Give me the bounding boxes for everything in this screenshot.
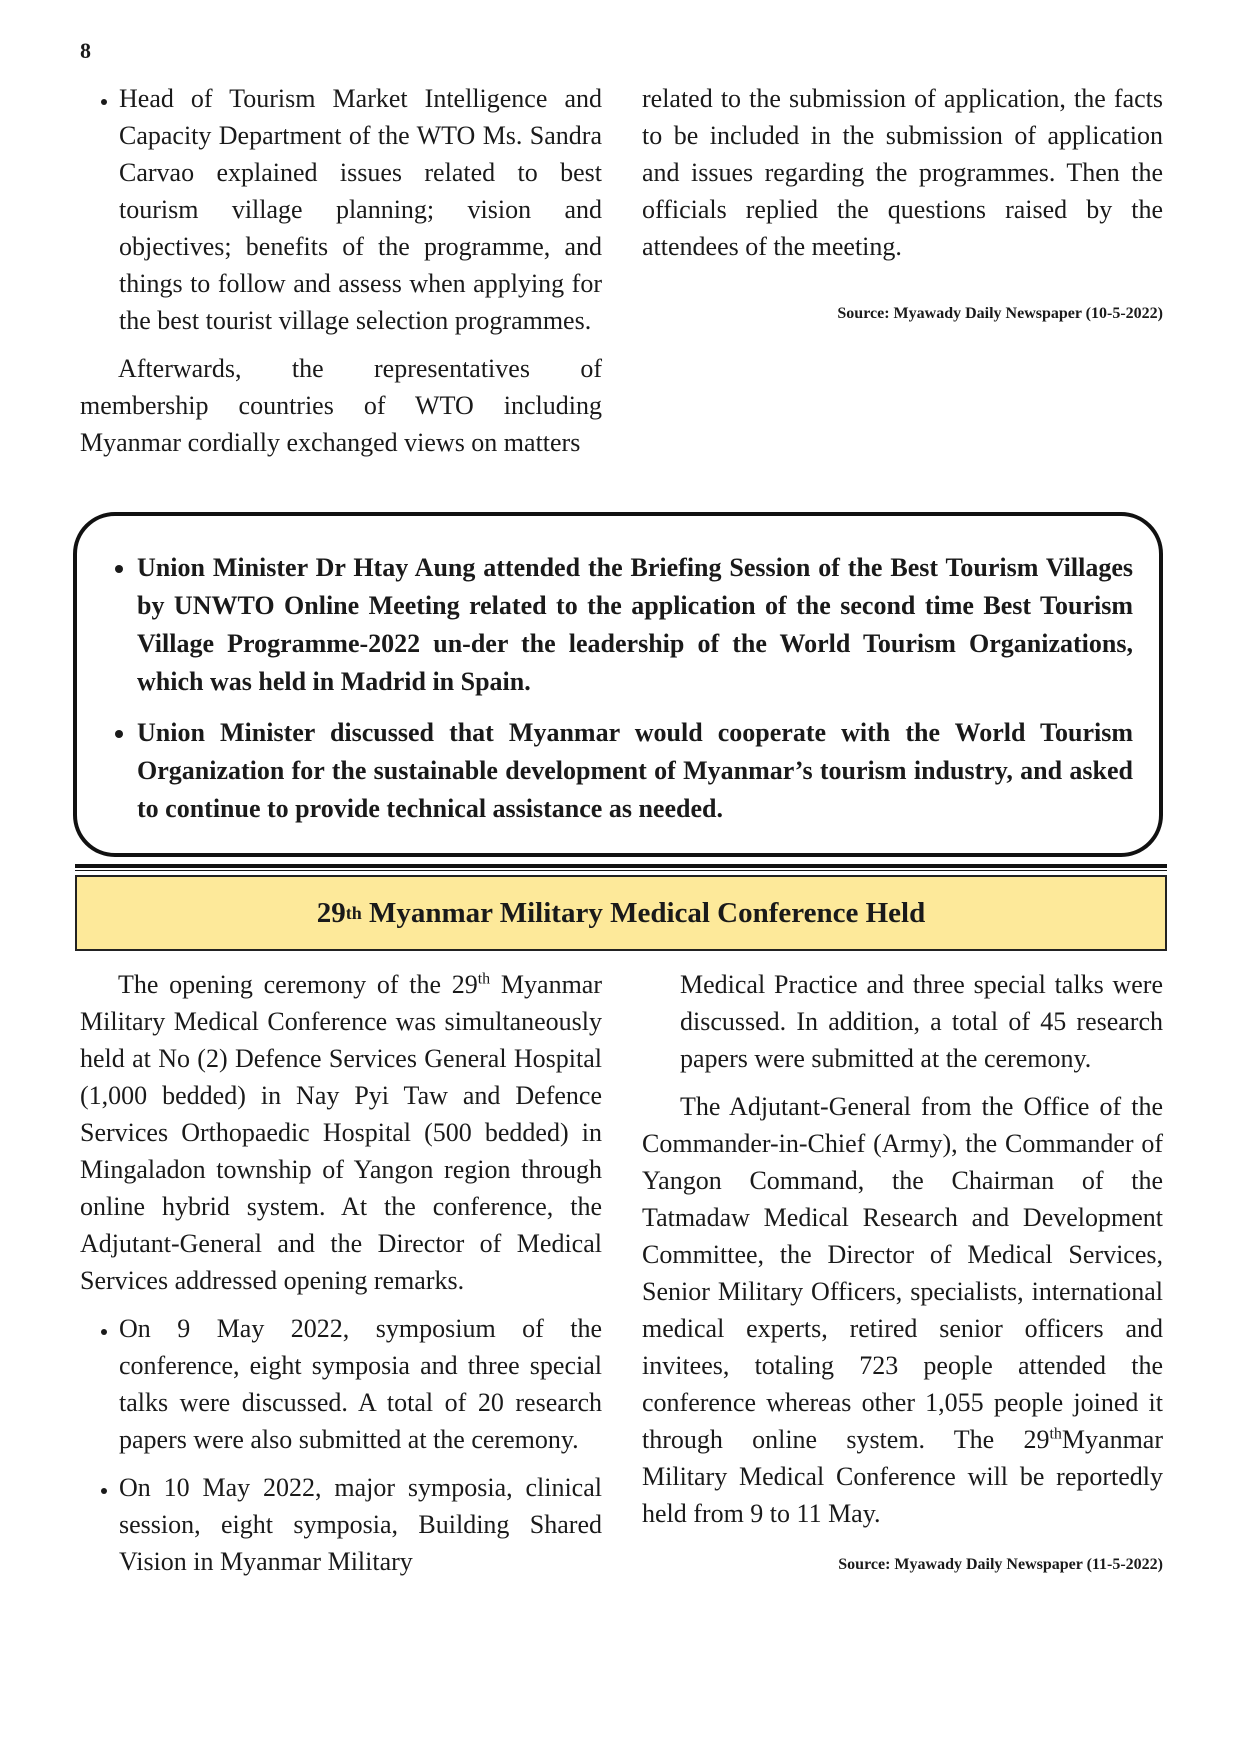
article2-title-text: Myanmar Military Medical Conference Held: [361, 896, 926, 929]
article2-attendance-part-a: The Adjutant-General from the Office of the Commander-in-Chief (Army), the Commander of Yangon Command, the Chairman of the Tatmadaw Medical Research and Development Committee, the Director of Medical Services, Senior Military Officers, specialists, international medical experts, retired senior officers and invitees, totaling 723 people attended the conference whereas other 1,055 people joined it through online system. The 29: [642, 1092, 1163, 1454]
article2-column-left: [80, 966, 602, 1591]
article2-bullet-2: • On 10 May 2022, major symposia, clinical session, eight symposia, Building Shared Vision in Myanmar Military: [119, 1469, 602, 1580]
divider-thick: [75, 864, 1167, 868]
highlight-box: [73, 512, 1163, 857]
page-number: 8: [80, 38, 91, 63]
article1-column-right: [642, 80, 1163, 336]
highlight-bullet-1: • Union Minister Dr Htay Aung attended the Briefing Session of the Best Tourism Villages by UNWTO Online Meeting related to the application of the second time Best Tourism Village Programme-2022 un-der the leadership of the World Tourism Organizations, which was held in Madrid in Spain.: [137, 549, 1133, 701]
article1-column-left: [80, 80, 602, 472]
article2-attendance-ordinal: th: [1049, 1425, 1062, 1443]
article2-title-number: 29: [316, 896, 346, 929]
article2-intro-paragraph: [80, 966, 602, 1299]
article2-attendance-paragraph: [642, 1088, 1163, 1532]
article1-bullet-item: • Head of Tourism Market Intelligence and Capacity Department of the WTO Ms. Sandra Carvao explained issues related to best tourism village planning; vision and objectives; benefits of the programme, and things to follow and assess when applying for the best tourist village selection programmes.: [119, 80, 602, 339]
divider-thin: [75, 870, 1167, 871]
article2-bullet-continuation: Medical Practice and three special talks were discussed. In addition, a total of 45 research papers were submitted at the ceremony.: [680, 970, 1163, 1073]
article1-bullet-list: [80, 80, 602, 339]
article2-intro-ordinal: th: [477, 970, 491, 988]
highlight-bullet-list: [97, 549, 1133, 828]
article2-source: Source: Myawady Daily Newspaper (11-5-2022): [838, 1556, 1163, 1573]
highlight-bullet-2: • Union Minister discussed that Myanmar would cooperate with the World Tourism Organization for the sustainable development of Myanmar’s tourism industry, and asked to continue to provide technical assistance as needed.: [137, 714, 1133, 828]
article1-source: Source: Myawady Daily Newspaper (10-5-2022): [837, 305, 1163, 322]
article2-column-right: [642, 966, 1163, 1587]
article2-intro-part-b: Myanmar Military Medical Conference was simultaneously held at No (2) Defence Services General Hospital (1,000 bedded) in Nay Pyi Taw and Defence Services Orthopaedic Hospital (500 bedded) in Mingaladon township of Yangon region through online hybrid system. At the conference, the Adjutant-General and the Director of Medical Services addressed opening remarks.: [80, 970, 602, 1295]
article2-intro-part-a: The opening ceremony of the 29: [118, 970, 478, 999]
article2-attendance-part-b: Myanmar Military Medical Conference will be reportedly held from 9 to 11 May.: [642, 1425, 1163, 1528]
article1-continued-paragraph: related to the submission of application, the facts to be included in the submission of application and issues regarding the programmes. Then the officials replied the questions raised by the attendees of the meeting.: [642, 84, 1163, 261]
article2-bullet-1: • On 9 May 2022, symposium of the conference, eight symposia and three special talks were discussed. A total of 20 research papers were also submitted at the ceremony.: [119, 1310, 602, 1458]
article1-paragraph: Afterwards, the representatives of membership countries of WTO including Myanmar cordially exchanged views on matters: [80, 354, 602, 457]
article2-bullet-list: [80, 1310, 602, 1580]
article2-title: 29 th Myanmar Military Medical Conference Held: [75, 875, 1167, 951]
